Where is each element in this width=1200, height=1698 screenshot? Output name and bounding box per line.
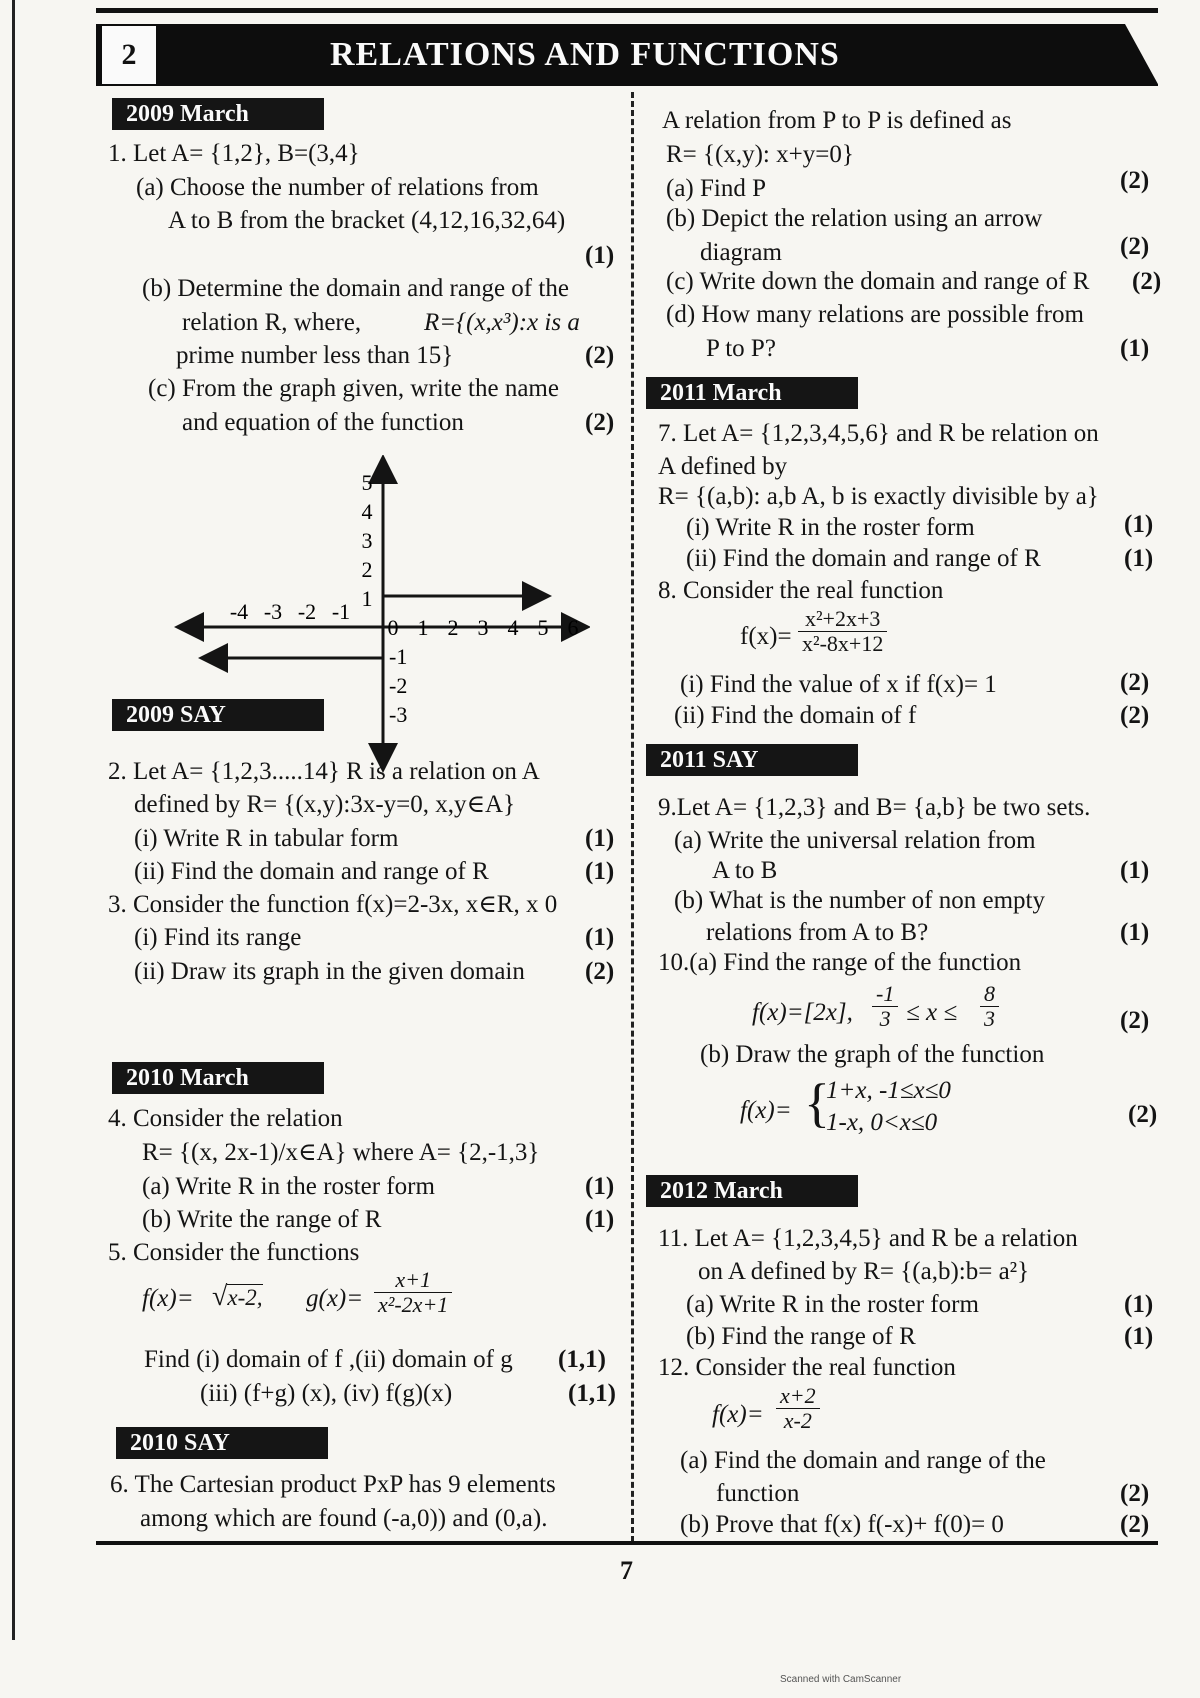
q5-f-label: f(x)= — [142, 1285, 194, 1312]
q6-line4: R= {(x,y): x+y=0} — [666, 141, 854, 168]
q2-stem-line1: 2. Let A= {1,2,3.....14} R is a relation on A — [108, 758, 540, 785]
q1-a-mark: (1) — [585, 242, 615, 269]
q4-a: (a) Write R in the roster form — [142, 1173, 435, 1200]
q10-left-denominator: 3 — [879, 1006, 891, 1031]
q2-stem-line2: defined by R= {(x,y):3x-y=0, x,y∈A} — [134, 791, 516, 818]
q11-b: (b) Find the range of R — [686, 1323, 916, 1350]
y-tick-label: 3 — [361, 528, 373, 553]
q1-c-line1: (c) From the graph given, write the name — [148, 375, 559, 402]
y-tick-label: -3 — [389, 702, 408, 727]
left-margin-rule — [12, 0, 15, 1640]
q6-d-line2: P to P? — [706, 335, 776, 362]
q6-line3: A relation from P to P is defined as — [662, 107, 1012, 134]
q5-g-denominator: x²-2x+1 — [378, 1292, 449, 1317]
q10-piecewise-case2: 1-x, 0<x≤0 — [826, 1109, 938, 1136]
q5-stem: 5. Consider the functions — [108, 1239, 360, 1266]
q4-a-mark: (1) — [585, 1173, 615, 1200]
q8-fraction — [798, 607, 887, 656]
y-tick-label: -1 — [389, 644, 408, 669]
x-tick-label: -1 — [331, 599, 351, 624]
q4-b-mark: (1) — [585, 1206, 615, 1233]
x-tick-label: 4 — [507, 615, 519, 640]
q8-denominator: x²-8x+12 — [802, 631, 884, 656]
y-tick-label: 1 — [361, 586, 373, 611]
q12-f-label: f(x)= — [712, 1401, 764, 1428]
x-tick-label: -3 — [263, 599, 283, 624]
q9-b-line2: relations from A to B? — [706, 919, 929, 946]
q6-a-mark: (2) — [1120, 167, 1150, 194]
q7-stem-line1: 7. Let A= {1,2,3,4,5,6} and R be relation on — [658, 420, 1099, 447]
section-2011-march: 2011 March — [646, 377, 858, 409]
x-tick-label: 2 — [447, 615, 459, 640]
q6-a: (a) Find P — [666, 175, 766, 202]
q8-numerator: x²+2x+3 — [798, 607, 887, 632]
q6-d-mark: (1) — [1120, 335, 1150, 362]
q3-i-mark: (1) — [585, 924, 615, 951]
page-number: 7 — [620, 1556, 633, 1585]
q2-ii: (ii) Find the domain and range of R — [134, 858, 489, 885]
q12-a-line2: function — [716, 1480, 800, 1507]
top-rule — [96, 8, 1158, 13]
q1-b-mark: (2) — [585, 342, 615, 369]
q6-b-mark: (2) — [1120, 233, 1150, 260]
scanner-watermark: Scanned with CamScanner — [780, 1674, 902, 1685]
bottom-rule — [96, 1541, 1158, 1545]
y-tick-label: 5 — [361, 470, 373, 495]
q2-i: (i) Write R in tabular form — [134, 825, 399, 852]
q8-ii-mark: (2) — [1120, 702, 1150, 729]
q10-a: 10.(a) Find the range of the function — [658, 949, 1022, 976]
q10-left-fraction — [872, 982, 898, 1031]
q10-left-numerator: -1 — [872, 982, 898, 1007]
section-2012-march: 2012 March — [646, 1175, 858, 1207]
q7-ii: (ii) Find the domain and range of R — [686, 545, 1041, 572]
q7-i: (i) Write R in the roster form — [686, 514, 975, 541]
y-tick-label: -2 — [389, 673, 408, 698]
q12-denominator: x-2 — [783, 1408, 812, 1433]
q6-d-line1: (d) How many relations are possible from — [666, 301, 1084, 328]
q9-stem: 9.Let A= {1,2,3} and B= {a,b} be two sets. — [658, 794, 1091, 821]
q9-a-mark: (1) — [1120, 857, 1150, 884]
q11-a-mark: (1) — [1124, 1291, 1154, 1318]
q8-i-mark: (2) — [1120, 669, 1150, 696]
x-tick-label: -4 — [229, 599, 249, 624]
q5-find-line2: (iii) (f+g) (x), (iv) f(g)(x) — [200, 1380, 453, 1407]
q10-piecewise-case1: 1+x, -1≤x≤0 — [826, 1077, 951, 1104]
x-tick-label: 6 — [567, 615, 579, 640]
q9-a-line1: (a) Write the universal relation from — [674, 827, 1036, 854]
q5-find-line1-mark: (1,1) — [558, 1346, 606, 1373]
q5-g-fraction — [374, 1268, 452, 1317]
q12-a-mark: (2) — [1120, 1480, 1150, 1507]
q6-b-line2: diagram — [700, 239, 782, 266]
q6-c: (c) Write down the domain and range of R — [666, 268, 1090, 295]
q12-numerator: x+2 — [776, 1384, 820, 1409]
q1-stem: 1. Let A= {1,2}, B=(3,4} — [108, 140, 360, 167]
q12-a-line1: (a) Find the domain and range of the — [680, 1447, 1046, 1474]
q2-ii-mark: (1) — [585, 858, 615, 885]
q4-relation: R= {(x, 2x-1)/x∈A} where A= {2,-1,3} — [142, 1139, 540, 1166]
column-separator — [631, 92, 634, 1542]
q6-line2: among which are found (-a,0)) and (0,a). — [140, 1505, 548, 1532]
section-2010-march: 2010 March — [112, 1062, 324, 1094]
x-tick-label: 1 — [417, 615, 429, 640]
q5-f-expr: x-2, — [227, 1285, 263, 1310]
q12-fraction — [776, 1384, 820, 1433]
q5-find-line1: Find (i) domain of f ,(ii) domain of g — [144, 1346, 513, 1373]
q1-b-line2: relation R, where, — [182, 309, 362, 336]
q11-stem-line2: on A defined by R= {(a,b):b= a²} — [698, 1258, 1030, 1285]
q1-a-line2: A to B from the bracket (4,12,16,32,64) — [168, 207, 566, 234]
q6-c-mark: (2) — [1132, 268, 1162, 295]
piecewise-brace-icon: { — [804, 1073, 830, 1133]
q12-b-mark: (2) — [1120, 1511, 1150, 1538]
q3-ii-mark: (2) — [585, 958, 615, 985]
x-tick-label: 3 — [477, 615, 489, 640]
q10-right-denominator: 3 — [984, 1006, 995, 1031]
q1-c-line2: and equation of the function — [182, 409, 464, 436]
q7-stem-line3: R= {(a,b): a,b A, b is exactly divisible by a} — [658, 483, 1099, 510]
q4-stem: 4. Consider the relation — [108, 1105, 343, 1132]
x-tick-label: 0 — [387, 615, 399, 640]
q10-b: (b) Draw the graph of the function — [700, 1041, 1045, 1068]
x-tick-label: -2 — [297, 599, 317, 624]
q3-i: (i) Find its range — [134, 924, 302, 951]
q10-a-mark: (2) — [1120, 1007, 1150, 1034]
q10-b-mark: (2) — [1128, 1101, 1158, 1128]
q1-b-line3: prime number less than 15} — [176, 342, 454, 369]
q9-b-line1: (b) What is the number of non empty — [674, 887, 1045, 914]
q3-ii: (ii) Draw its graph in the given domain — [134, 958, 525, 985]
q7-ii-mark: (1) — [1124, 545, 1154, 572]
header-notch — [1125, 24, 1159, 86]
section-2009-say: 2009 SAY — [112, 699, 324, 731]
q10-piecewise-label: f(x)= — [740, 1097, 792, 1124]
q10-right-fraction — [980, 982, 999, 1031]
q1-a-line1: (a) Choose the number of relations from — [136, 174, 539, 201]
q10-right-numerator: 8 — [980, 982, 999, 1007]
q7-i-mark: (1) — [1124, 511, 1154, 538]
section-2010-say: 2010 SAY — [116, 1427, 328, 1459]
q11-b-mark: (1) — [1124, 1323, 1154, 1350]
y-tick-label: 4 — [361, 499, 373, 524]
x-tick-label: 5 — [537, 615, 549, 640]
y-tick-label: 2 — [361, 557, 373, 582]
q4-b: (b) Write the range of R — [142, 1206, 382, 1233]
q2-i-mark: (1) — [585, 825, 615, 852]
q5-g-label: g(x)= — [306, 1285, 364, 1312]
q6-b-line1: (b) Depict the relation using an arrow — [666, 205, 1043, 232]
q8-stem: 8. Consider the real function — [658, 577, 944, 604]
q3-stem: 3. Consider the function f(x)=2-3x, x∈R, x 0 — [108, 891, 558, 918]
q8-f-label: f(x)= — [740, 623, 792, 650]
q1-c-mark: (2) — [585, 409, 615, 436]
chapter-title: RELATIONS AND FUNCTIONS — [330, 36, 840, 73]
q5-sqrt — [212, 1282, 263, 1313]
q8-i: (i) Find the value of x if f(x)= 1 — [680, 671, 997, 698]
x-tick-labels — [230, 599, 579, 640]
q5-find-line2-mark: (1,1) — [568, 1380, 616, 1407]
q11-a: (a) Write R in the roster form — [686, 1291, 979, 1318]
q7-stem-line2: A defined by — [658, 453, 788, 480]
q12-b: (b) Prove that f(x) f(-x)+ f(0)= 0 — [680, 1511, 1004, 1538]
section-2011-say: 2011 SAY — [646, 744, 858, 776]
sqrt-icon: √ — [212, 1281, 228, 1312]
q9-a-line2: A to B — [712, 857, 778, 884]
q9-b-mark: (1) — [1120, 919, 1150, 946]
q11-stem-line1: 11. Let A= {1,2,3,4,5} and R be a relation — [658, 1225, 1078, 1252]
q12-stem: 12. Consider the real function — [658, 1354, 956, 1381]
q8-ii: (ii) Find the domain of f — [674, 702, 917, 729]
q6-line1: 6. The Cartesian product PxP has 9 elements — [110, 1471, 556, 1498]
q5-g-numerator: x+1 — [374, 1268, 452, 1293]
q1-b-line1: (b) Determine the domain and range of the — [142, 275, 569, 302]
q10-inequality: ≤ x ≤ — [906, 999, 958, 1026]
q1-b-relation: R={(x,x³):x is a — [424, 309, 580, 336]
chapter-number: 2 — [102, 26, 156, 84]
q10-f-expr: f(x)=[2x], — [752, 999, 853, 1026]
section-2009-march: 2009 March — [112, 98, 324, 130]
